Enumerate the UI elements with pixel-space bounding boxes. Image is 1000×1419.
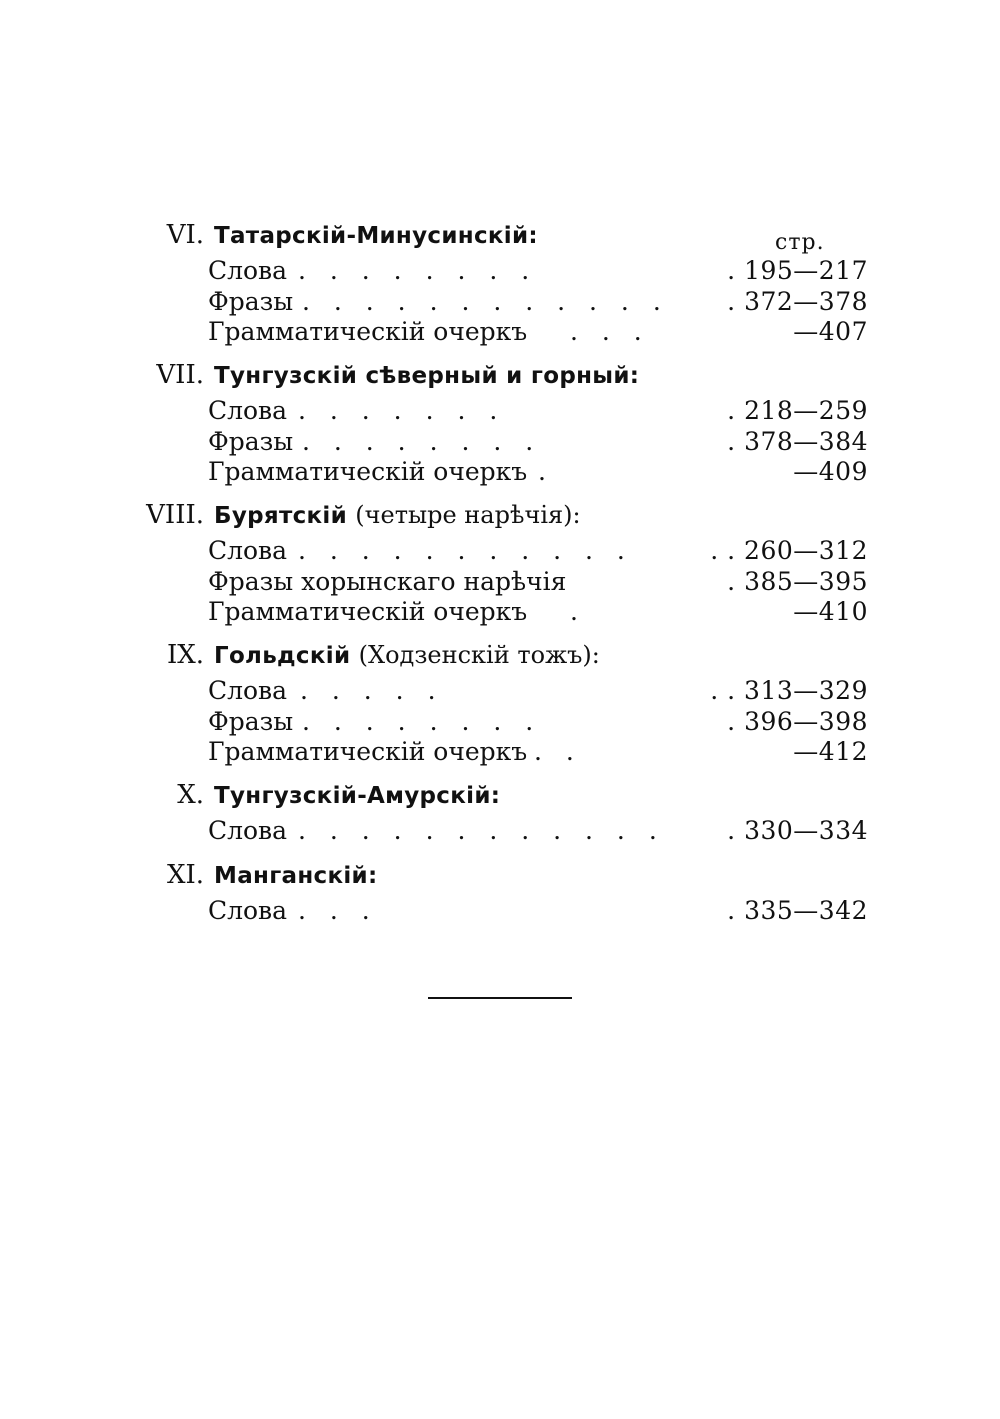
section-subtitle: (Ходзенскій тожъ): — [358, 641, 600, 669]
entry-pages: . 195—217 — [727, 256, 868, 285]
section-title: Манганскій: — [214, 863, 378, 889]
entry-pages: . 396—398 — [727, 707, 868, 736]
toc-entry — [208, 396, 868, 426]
page-column-label: стр. — [775, 230, 825, 255]
end-rule — [428, 997, 572, 999]
section-numeral: IX. — [166, 640, 204, 670]
entry-leader: . . . . . . . . — [302, 427, 542, 456]
entry-label: Фразы хорынскаго нарѣчія — [208, 567, 567, 596]
entry-pages: —412 — [793, 737, 868, 766]
section-heading-viii — [100, 500, 880, 532]
entry-label: Слова — [208, 536, 288, 565]
entry-pages: . 372—378 — [727, 287, 868, 316]
section-heading-vii — [100, 360, 880, 392]
section-heading-ix — [100, 640, 880, 672]
entry-pages: . 218—259 — [727, 396, 868, 425]
toc-entry — [208, 287, 868, 317]
entry-pages: . 378—384 — [727, 427, 868, 456]
toc-entry — [208, 816, 868, 846]
entry-pages: —407 — [793, 317, 868, 346]
entry-label: Грамматическій очеркъ — [208, 597, 528, 626]
entry-leader: . . . . . . . . . . . — [298, 536, 633, 565]
entry-leader: . . . . . . . . — [302, 707, 542, 736]
entry-label: Грамматическій очеркъ — [208, 317, 528, 346]
entry-label: Слова — [208, 896, 288, 925]
entry-label: Фразы — [208, 707, 294, 736]
entry-pages: —410 — [793, 597, 868, 626]
entry-leader: . . . . . — [300, 676, 444, 705]
entry-label: Грамматическій очеркъ — [208, 737, 528, 766]
toc-entry — [208, 567, 868, 597]
toc-entry — [208, 427, 868, 457]
section-heading-xi — [100, 860, 880, 892]
section-numeral: VIII. — [146, 500, 204, 530]
section-title: Бурятскій — [214, 503, 348, 529]
section-numeral: XI. — [166, 860, 204, 890]
section-numeral: X. — [177, 780, 204, 810]
section-title: Татарскій-Минусинскій: — [214, 223, 538, 249]
section-numeral: VI. — [166, 220, 204, 250]
toc-entry — [208, 536, 868, 566]
entry-label: Слова — [208, 676, 288, 705]
entry-pages: . . 260—312 — [710, 536, 868, 565]
entry-pages: . 335—342 — [727, 896, 868, 925]
entry-leader: . — [570, 597, 586, 626]
entry-leader: . . . . . . . . — [298, 256, 538, 285]
section-title: Тунгузскій сѣверный и горный: — [214, 363, 640, 389]
toc-entry — [208, 256, 868, 286]
entry-label: Слова — [208, 256, 288, 285]
entry-label: Фразы — [208, 427, 294, 456]
toc-entry — [208, 317, 868, 347]
entry-pages: —409 — [793, 457, 868, 486]
entry-leader: . . . . . . . — [298, 396, 506, 425]
toc-entry — [208, 457, 868, 487]
toc-entry — [208, 676, 868, 706]
toc-entry — [208, 737, 868, 767]
entry-pages: . 385—395 — [727, 567, 868, 596]
toc-entry — [208, 597, 868, 627]
entry-leader: . . . . . . . . . . . . — [298, 816, 665, 845]
entry-label: Грамматическій очеркъ — [208, 457, 528, 486]
entry-leader: . . — [534, 737, 582, 766]
entry-leader: . . . — [298, 896, 378, 925]
entry-leader: . . . — [570, 317, 650, 346]
section-heading-vi — [100, 220, 880, 252]
toc-entry — [208, 707, 868, 737]
entry-label: Фразы — [208, 287, 294, 316]
entry-leader: . — [538, 457, 554, 486]
section-title: Тунгузскій-Амурскій: — [214, 783, 501, 809]
toc-entry — [208, 896, 868, 926]
section-title: Гольдскій — [214, 643, 351, 669]
section-subtitle: (четыре нарѣчія): — [355, 501, 581, 529]
entry-leader: . . . . . . . . . . . . — [302, 287, 669, 316]
entry-label: Слова — [208, 816, 288, 845]
entry-label: Слова — [208, 396, 288, 425]
entry-pages: . 330—334 — [727, 816, 868, 845]
section-heading-x — [100, 780, 880, 812]
entry-pages: . . 313—329 — [710, 676, 868, 705]
section-numeral: VII. — [156, 360, 204, 390]
